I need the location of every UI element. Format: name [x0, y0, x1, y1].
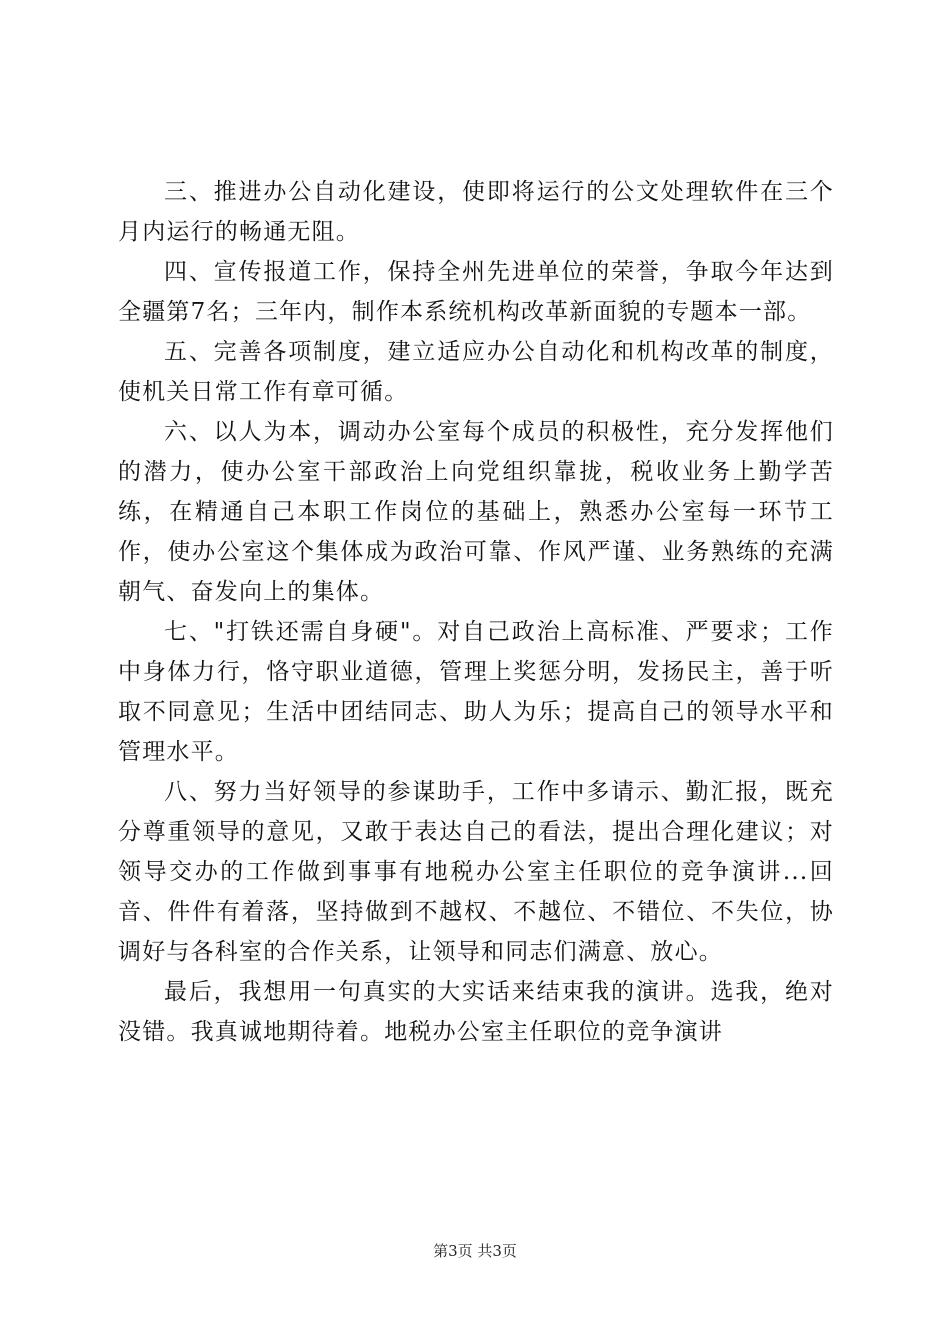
paragraph-item-8: 八、努力当好领导的参谋助手，工作中多请示、勤汇报，既充分尊重领导的意见，又敢于表达自己的看法，提出合理化建议；对领导交办的工作做到事事有地税办公室主任职位的竞争演讲...回音、件件有着落，坚持做到不越权、不越位、不错位、不失位，协调好与各科室的合作关系，让领导和同志们满意、放心。: [118, 779, 834, 965]
paragraph-closing: 最后，我想用一句真实的大实话来结束我的演讲。选我，绝对没错。我真诚地期待着。地税办公室主任职位的竞争演讲: [118, 979, 834, 1045]
document-body: [118, 172, 834, 1052]
paragraph-item-6: 六、以人为本，调动办公室每个成员的积极性，充分发挥他们的潜力，使办公室干部政治上向党组织靠拢，税收业务上勤学苦练，在精通自己本职工作岗位的基础上，熟悉办公室每一环节工作，使办公室这个集体成为政治可靠、作风严谨、业务熟练的充满朝气、奋发向上的集体。: [118, 419, 834, 605]
paragraph-item-5: 五、完善各项制度，建立适应办公自动化和机构改革的制度，使机关日常工作有章可循。: [118, 339, 834, 405]
page-number-label: 第3页 共3页: [433, 1242, 517, 1260]
paragraph-item-3: 三、推进办公自动化建设，使即将运行的公文处理软件在三个月内运行的畅通无阻。: [118, 179, 834, 245]
paragraph-item-7: 七、"打铁还需自身硬"。对自己政治上高标准、严要求；工作中身体力行，恪守职业道德，管理上奖惩分明，发扬民主，善于听取不同意见；生活中团结同志、助人为乐；提高自己的领导水平和管理水平。: [118, 619, 834, 765]
page-footer: [0, 1241, 950, 1261]
paragraph-item-4: 四、宣传报道工作，保持全州先进单位的荣誉，争取今年达到全疆第7名；三年内，制作本系统机构改革新面貌的专题本一部。: [118, 259, 834, 325]
